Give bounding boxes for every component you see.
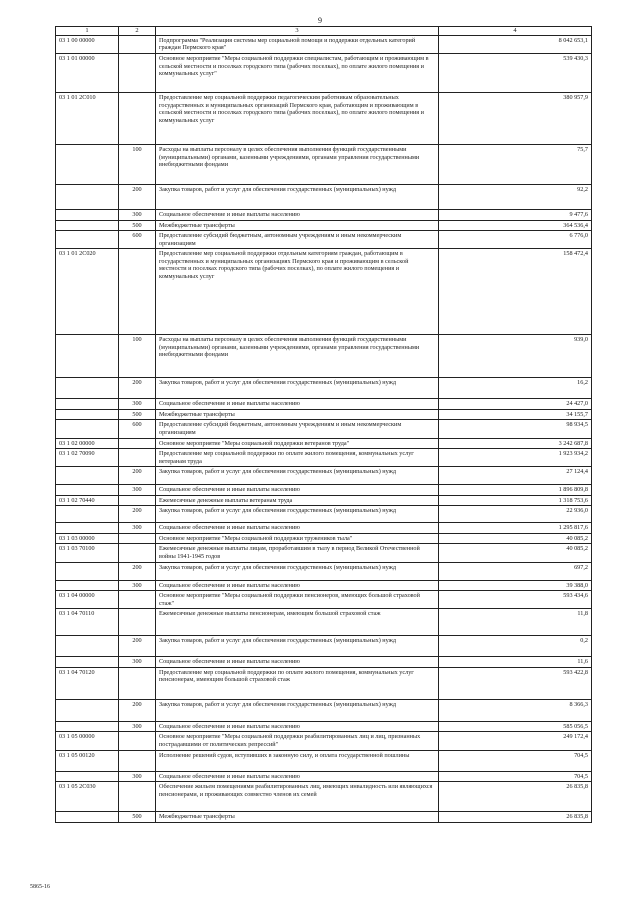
table-row — [56, 750, 592, 771]
row-amount-cell: 75,7 — [439, 145, 592, 185]
table-row — [56, 231, 592, 249]
row-amount-cell: 22 936,0 — [439, 506, 592, 523]
row-name-cell: Социальное обеспечение и иные выплаты населению — [156, 721, 439, 732]
table-row — [56, 420, 592, 438]
row-code-cell — [56, 210, 119, 221]
row-amount-cell: 26 835,8 — [439, 812, 592, 823]
row-expense-type-cell — [119, 249, 156, 335]
row-expense-type-cell: 200 — [119, 506, 156, 523]
row-expense-type-cell: 300 — [119, 210, 156, 221]
table-row — [56, 185, 592, 210]
row-amount-cell: 8 042 653,1 — [439, 35, 592, 53]
row-name-cell: Подпрограмма "Реализация системы мер социальной помощи и поддержки отдельных категорий граждан Пермского края" — [156, 35, 439, 53]
row-expense-type-cell: 500 — [119, 409, 156, 420]
row-name-cell: Закупка товаров, работ и услуг для обеспечения государственных (муниципальных) нужд — [156, 699, 439, 721]
row-expense-type-cell: 500 — [119, 812, 156, 823]
row-code-cell — [56, 636, 119, 657]
row-expense-type-cell — [119, 750, 156, 771]
table-row — [56, 506, 592, 523]
row-code-cell — [56, 399, 119, 410]
row-amount-cell: 39 388,0 — [439, 580, 592, 591]
row-amount-cell: 34 155,7 — [439, 409, 592, 420]
row-expense-type-cell — [119, 544, 156, 562]
row-amount-cell: 593 434,6 — [439, 591, 592, 609]
table-row — [56, 580, 592, 591]
row-code-cell — [56, 378, 119, 399]
row-code-cell: 03 1 04 70120 — [56, 667, 119, 699]
row-code-cell: 03 1 02 70440 — [56, 495, 119, 506]
row-amount-cell: 585 056,5 — [439, 721, 592, 732]
row-expense-type-cell: 500 — [119, 220, 156, 231]
row-code-cell — [56, 721, 119, 732]
row-expense-type-cell — [119, 609, 156, 636]
table-row — [56, 591, 592, 609]
row-name-cell: Расходы на выплаты персоналу в целях обеспечения выполнения функций государственными (муниципальными) органами, казенными учреждениями, органами управления государственными внебюджетными фондами — [156, 145, 439, 185]
row-amount-cell: 697,2 — [439, 562, 592, 580]
table-row — [56, 771, 592, 782]
table-row — [56, 523, 592, 534]
row-name-cell: Социальное обеспечение и иные выплаты населению — [156, 771, 439, 782]
row-expense-type-cell — [119, 533, 156, 544]
table-row — [56, 210, 592, 221]
row-amount-cell: 939,0 — [439, 335, 592, 378]
row-code-cell — [56, 145, 119, 185]
row-name-cell: Закупка товаров, работ и услуг для обеспечения государственных (муниципальных) нужд — [156, 467, 439, 485]
row-name-cell: Социальное обеспечение и иные выплаты населению — [156, 523, 439, 534]
row-name-cell: Предоставление субсидий бюджетным, автономным учреждениям и иным некоммерческим организациям — [156, 420, 439, 438]
row-name-cell: Обеспечение жильем помещениями реабилитированных лиц, имеющих инвалидность или являющихся пенсионерами, и проживающих совместно членов их семей — [156, 782, 439, 812]
row-expense-type-cell: 300 — [119, 771, 156, 782]
row-expense-type-cell: 300 — [119, 399, 156, 410]
row-code-cell — [56, 812, 119, 823]
row-expense-type-cell: 100 — [119, 145, 156, 185]
row-amount-cell: 539 430,3 — [439, 54, 592, 93]
table-row — [56, 485, 592, 496]
row-amount-cell: 0,2 — [439, 636, 592, 657]
table-header-row — [56, 27, 592, 36]
row-name-cell: Социальное обеспечение и иные выплаты населению — [156, 210, 439, 221]
row-expense-type-cell — [119, 93, 156, 145]
table-row — [56, 35, 592, 53]
row-expense-type-cell: 200 — [119, 185, 156, 210]
row-expense-type-cell — [119, 782, 156, 812]
row-code-cell — [56, 335, 119, 378]
column-header: 2 — [119, 27, 156, 36]
row-expense-type-cell: 600 — [119, 231, 156, 249]
row-name-cell: Ежемесячные денежные выплаты ветеранам труда — [156, 495, 439, 506]
row-name-cell: Основное мероприятие "Меры социальной поддержки специалистам, работающим и проживающим в сельской местности и поселках городского типа (рабочих поселках), по оплате жилого помещения и коммунальных услуг" — [156, 54, 439, 93]
row-name-cell: Основное мероприятие "Меры социальной поддержки реабилитированных лиц и лиц, признанных пострадавшими от политических репрессий" — [156, 732, 439, 750]
row-amount-cell: 92,2 — [439, 185, 592, 210]
row-expense-type-cell: 200 — [119, 467, 156, 485]
row-code-cell: 03 1 00 00000 — [56, 35, 119, 53]
row-name-cell: Закупка товаров, работ и услуг для обеспечения государственных (муниципальных) нужд — [156, 562, 439, 580]
row-amount-cell: 158 472,4 — [439, 249, 592, 335]
table-row — [56, 449, 592, 467]
row-code-cell — [56, 771, 119, 782]
row-name-cell: Закупка товаров, работ и услуг для обеспечения государственных (муниципальных) нужд — [156, 636, 439, 657]
table-row — [56, 438, 592, 449]
table-row — [56, 562, 592, 580]
row-expense-type-cell: 100 — [119, 335, 156, 378]
row-expense-type-cell: 600 — [119, 420, 156, 438]
row-name-cell: Закупка товаров, работ и услуг для обеспечения государственных (муниципальных) нужд — [156, 506, 439, 523]
row-amount-cell: 8 366,3 — [439, 699, 592, 721]
row-code-cell — [56, 409, 119, 420]
row-name-cell: Межбюджетные трансферты — [156, 812, 439, 823]
table-row — [56, 93, 592, 145]
table-row — [56, 544, 592, 562]
row-expense-type-cell — [119, 35, 156, 53]
row-expense-type-cell: 300 — [119, 580, 156, 591]
row-code-cell: 03 1 03 00000 — [56, 533, 119, 544]
row-amount-cell: 9 477,6 — [439, 210, 592, 221]
row-code-cell — [56, 485, 119, 496]
row-name-cell: Закупка товаров, работ и услуг для обеспечения государственных (муниципальных) нужд — [156, 378, 439, 399]
row-code-cell: 03 1 05 00000 — [56, 732, 119, 750]
row-code-cell — [56, 420, 119, 438]
row-code-cell: 03 1 02 70090 — [56, 449, 119, 467]
row-name-cell: Основное мероприятие "Меры социальной поддержки тружеников тыла" — [156, 533, 439, 544]
row-amount-cell: 1 923 934,2 — [439, 449, 592, 467]
table-row — [56, 220, 592, 231]
row-code-cell — [56, 562, 119, 580]
column-header: 4 — [439, 27, 592, 36]
row-code-cell: 03 1 01 2С020 — [56, 249, 119, 335]
table-row — [56, 667, 592, 699]
row-amount-cell: 1 318 753,6 — [439, 495, 592, 506]
row-code-cell: 03 1 01 00000 — [56, 54, 119, 93]
row-name-cell: Предоставление субсидий бюджетным, автономным учреждениям и иным некоммерческим организациям — [156, 231, 439, 249]
row-amount-cell: 24 427,0 — [439, 399, 592, 410]
table-row — [56, 732, 592, 750]
row-code-cell: 03 1 03 70100 — [56, 544, 119, 562]
row-amount-cell: 3 242 687,8 — [439, 438, 592, 449]
row-name-cell: Расходы на выплаты персоналу в целях обеспечения выполнения функций государственными (муниципальными) органами, казенными учреждениями, органами управления государственными внебюджетными фондами — [156, 335, 439, 378]
row-name-cell: Предоставление мер социальной поддержки по оплате жилого помещения, коммунальных услуг пенсионерам, имеющим большой страховой стаж — [156, 667, 439, 699]
table-row — [56, 721, 592, 732]
row-expense-type-cell: 300 — [119, 657, 156, 668]
row-code-cell — [56, 580, 119, 591]
row-name-cell: Основное мероприятие "Меры социальной поддержки пенсионеров, имеющих большой страховой стаж" — [156, 591, 439, 609]
budget-table — [55, 26, 592, 823]
row-amount-cell: 704,5 — [439, 750, 592, 771]
row-expense-type-cell — [119, 732, 156, 750]
row-amount-cell: 380 957,9 — [439, 93, 592, 145]
row-name-cell: Основное мероприятие "Меры социальной поддержки ветеранов труда" — [156, 438, 439, 449]
footer-code: 5865-16 — [30, 884, 50, 890]
row-name-cell: Социальное обеспечение и иные выплаты населению — [156, 657, 439, 668]
row-expense-type-cell — [119, 449, 156, 467]
row-name-cell: Предоставление мер социальной поддержки по оплате жилого помещения, коммунальных услуг ветеранам труда — [156, 449, 439, 467]
table-body — [56, 35, 592, 822]
row-amount-cell: 16,2 — [439, 378, 592, 399]
row-name-cell: Социальное обеспечение и иные выплаты населению — [156, 399, 439, 410]
row-amount-cell: 1 896 809,8 — [439, 485, 592, 496]
row-amount-cell: 98 934,5 — [439, 420, 592, 438]
row-amount-cell: 704,5 — [439, 771, 592, 782]
table-row — [56, 249, 592, 335]
row-name-cell: Предоставление мер социальной поддержки педагогическим работникам образовательных государственных и муниципальных организаций Пермского края, работающим и проживающим в сельской местности и поселках городского типа (рабочих поселках), по оплате жилого помещения и коммунальных услуг — [156, 93, 439, 145]
row-expense-type-cell: 200 — [119, 378, 156, 399]
table-row — [56, 699, 592, 721]
row-code-cell: 03 1 05 2С030 — [56, 782, 119, 812]
row-name-cell: Социальное обеспечение и иные выплаты населению — [156, 580, 439, 591]
table-row — [56, 495, 592, 506]
table-row — [56, 409, 592, 420]
row-amount-cell: 40 085,2 — [439, 544, 592, 562]
row-code-cell: 03 1 01 2С010 — [56, 93, 119, 145]
row-amount-cell: 1 295 817,6 — [439, 523, 592, 534]
table-row — [56, 782, 592, 812]
table-row — [56, 399, 592, 410]
row-code-cell: 03 1 05 00120 — [56, 750, 119, 771]
table-row — [56, 636, 592, 657]
row-code-cell — [56, 699, 119, 721]
row-expense-type-cell — [119, 495, 156, 506]
table-row — [56, 533, 592, 544]
row-name-cell: Межбюджетные трансферты — [156, 220, 439, 231]
row-code-cell — [56, 523, 119, 534]
row-expense-type-cell — [119, 591, 156, 609]
table-row — [56, 812, 592, 823]
row-code-cell: 03 1 02 00000 — [56, 438, 119, 449]
row-code-cell: 03 1 04 00000 — [56, 591, 119, 609]
row-code-cell: 03 1 04 70110 — [56, 609, 119, 636]
row-amount-cell: 26 835,8 — [439, 782, 592, 812]
row-amount-cell: 11,8 — [439, 609, 592, 636]
table-row — [56, 54, 592, 93]
row-expense-type-cell — [119, 667, 156, 699]
row-expense-type-cell: 200 — [119, 699, 156, 721]
table-row — [56, 335, 592, 378]
column-header: 3 — [156, 27, 439, 36]
row-code-cell — [56, 231, 119, 249]
row-amount-cell: 593 422,8 — [439, 667, 592, 699]
table-row — [56, 467, 592, 485]
row-expense-type-cell: 300 — [119, 721, 156, 732]
row-code-cell — [56, 467, 119, 485]
row-amount-cell: 364 536,4 — [439, 220, 592, 231]
row-expense-type-cell — [119, 438, 156, 449]
row-expense-type-cell: 200 — [119, 562, 156, 580]
row-amount-cell: 249 172,4 — [439, 732, 592, 750]
table-row — [56, 657, 592, 668]
column-header: 1 — [56, 27, 119, 36]
row-name-cell: Ежемесячные денежные выплаты пенсионерам, имеющим большой страховой стаж — [156, 609, 439, 636]
row-code-cell — [56, 506, 119, 523]
table-row — [56, 378, 592, 399]
row-expense-type-cell: 300 — [119, 523, 156, 534]
row-expense-type-cell: 200 — [119, 636, 156, 657]
row-amount-cell: 27 124,4 — [439, 467, 592, 485]
row-amount-cell: 11,6 — [439, 657, 592, 668]
row-expense-type-cell: 300 — [119, 485, 156, 496]
row-amount-cell: 40 085,2 — [439, 533, 592, 544]
row-name-cell: Межбюджетные трансферты — [156, 409, 439, 420]
table-row — [56, 609, 592, 636]
row-code-cell — [56, 220, 119, 231]
row-code-cell — [56, 185, 119, 210]
row-name-cell: Социальное обеспечение и иные выплаты населению — [156, 485, 439, 496]
row-expense-type-cell — [119, 54, 156, 93]
row-name-cell: Исполнение решений судов, вступивших в законную силу, и оплата государственной пошлины — [156, 750, 439, 771]
row-name-cell: Ежемесячные денежные выплаты лицам, проработавшим в тылу в период Великой Отечественной войны 1941-1945 годов — [156, 544, 439, 562]
table-row — [56, 145, 592, 185]
row-name-cell: Предоставление мер социальной поддержки отдельным категориям граждан, работающим в государственных и муниципальных организациях Пермского края и проживающим в сельской местности и поселках городского типа (рабочих поселках), по оплате жилого помещения и коммунальных услуг — [156, 249, 439, 335]
row-amount-cell: 6 776,0 — [439, 231, 592, 249]
row-name-cell: Закупка товаров, работ и услуг для обеспечения государственных (муниципальных) нужд — [156, 185, 439, 210]
page-number: 9 — [318, 16, 322, 25]
row-code-cell — [56, 657, 119, 668]
